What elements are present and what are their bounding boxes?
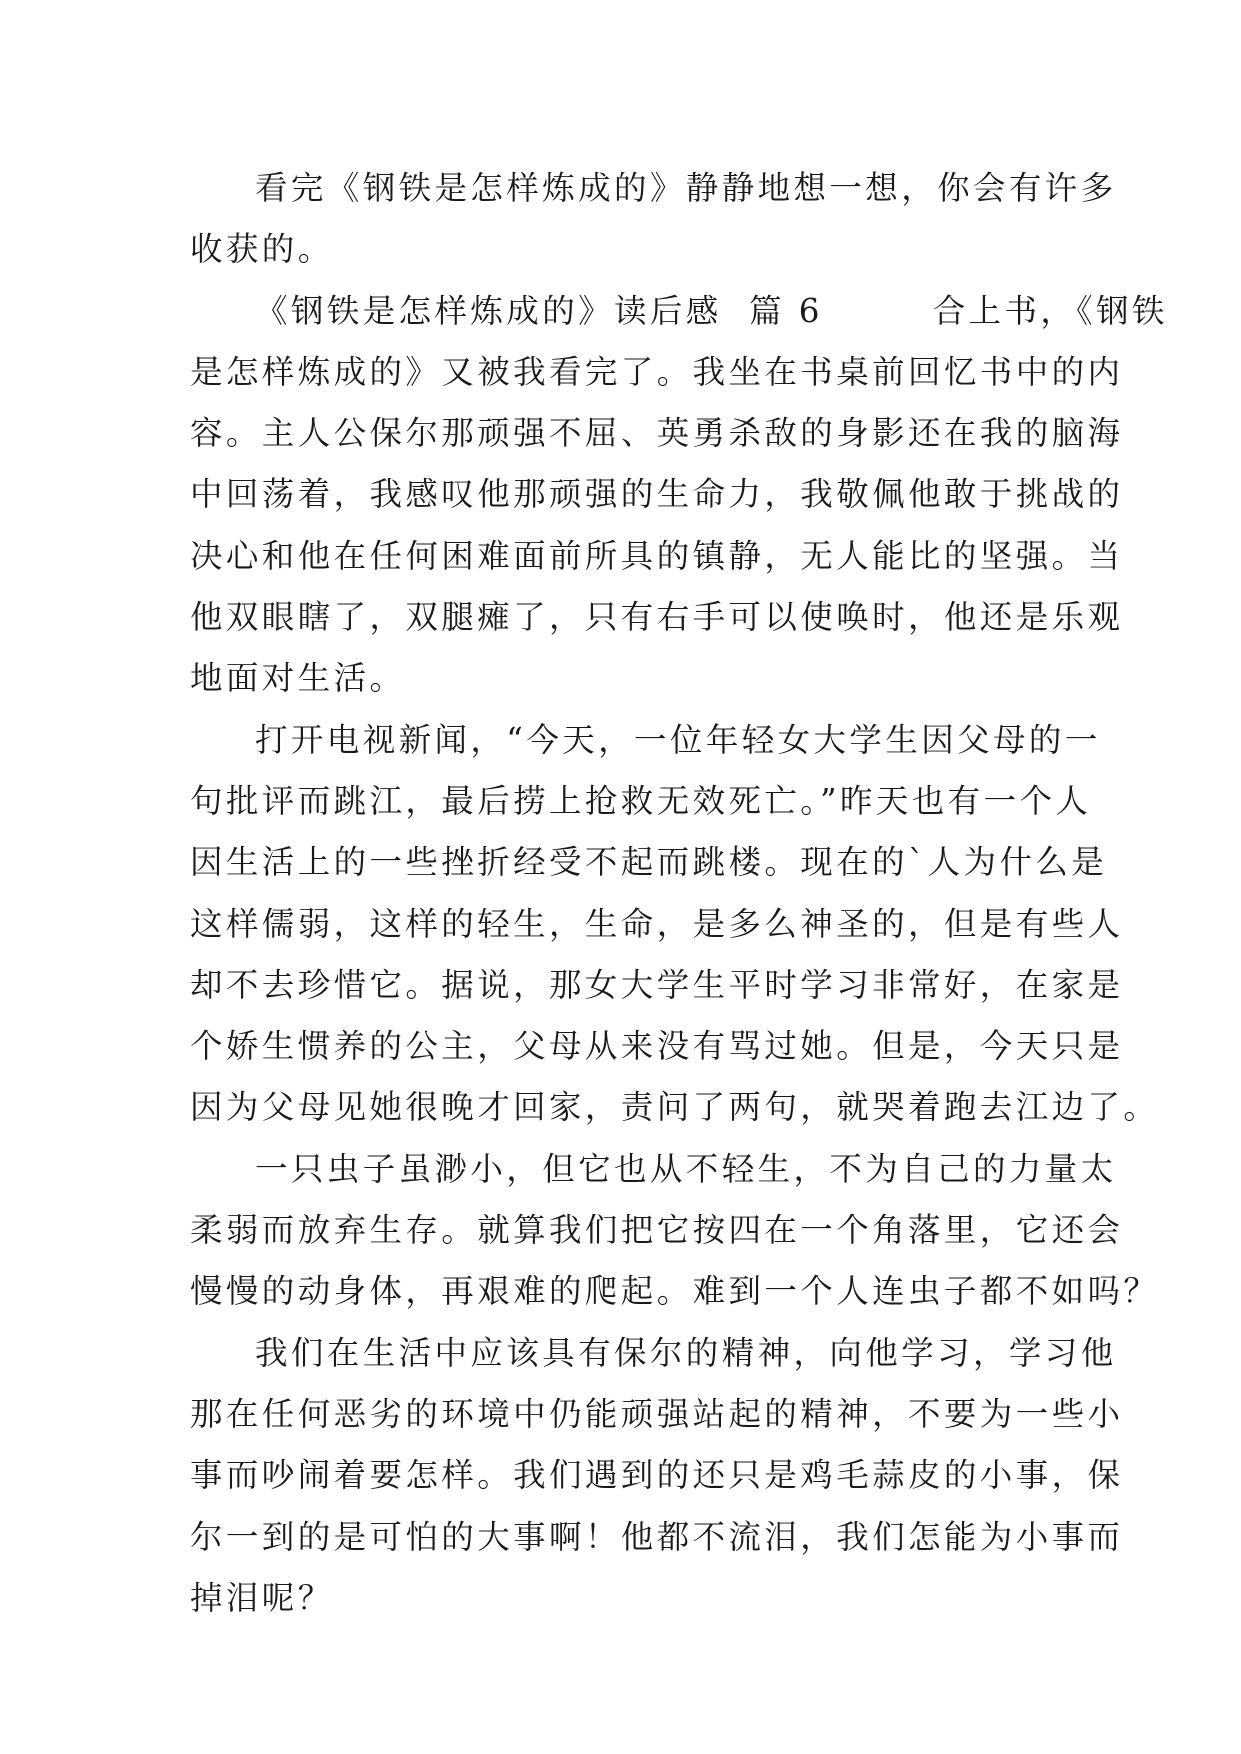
text-line: 收获的。 (190, 230, 334, 269)
text-line: 尔一到的是可怕的大事啊！他都不流泪，我们怎能为小事而 (190, 1517, 1124, 1556)
paragraph-1 (190, 158, 1117, 281)
text-line: 看完《钢铁是怎样炼成的》静静地想一想，你会有许多 (255, 169, 1117, 207)
text-line: 一只虫子虽渺小，但它也从不轻生，不为自己的力量太 (255, 1149, 1117, 1188)
text-line: 柔弱而放弃生存。就算我们把它按四在一个角落里，它还会 (190, 1211, 1124, 1250)
paragraph-3 (190, 710, 1160, 1139)
text-line: 因生活上的一些挫折经受不起而跳楼。现在的`人为什么是 (190, 843, 1108, 882)
text-line: 打开电视新闻，“今天，一位年轻女大学生因父母的一 (255, 720, 1101, 759)
text-line: 他双眼瞎了，双腿瘫了，只有右手可以使唤时，他还是乐观 (190, 598, 1124, 637)
text-line: 是怎样炼成的》又被我看完了。我坐在书桌前回忆书中的内 (190, 352, 1124, 391)
text-line: 事而吵闹着要怎样。我们遇到的还只是鸡毛蒜皮的小事，保 (190, 1456, 1124, 1495)
document-body (190, 158, 1168, 1629)
text-line: 容。主人公保尔那顽强不屈、英勇杀敌的身影还在我的脑海 (190, 414, 1124, 453)
text-line: 这样儒弱，这样的轻生，生命，是多么神圣的，但是有些人 (190, 904, 1124, 943)
text-line: 个娇生惯养的公主，父母从来没有骂过她。但是，今天只是 (190, 1027, 1124, 1066)
text-line: 中回荡着，我感叹他那顽强的生命力，我敬佩他敢于挑战的 (190, 475, 1124, 514)
text-line: 地面对生活。 (190, 659, 406, 698)
text-line: 决心和他在任何困难面前所具的镇静，无人能比的坚强。当 (190, 536, 1124, 575)
text-line: 却不去珍惜它。据说，那女大学生平时学习非常好，在家是 (190, 965, 1124, 1004)
paragraph-5 (190, 1323, 1124, 1629)
text-line: 《钢铁是怎样炼成的》读后感 篇 6 合上书，《钢铁 (255, 291, 1168, 330)
paragraph-2 (190, 281, 1168, 710)
text-line: 句批评而跳江，最后捞上抢救无效死亡。”昨天也有一个人 (190, 781, 1092, 820)
paragraph-4 (190, 1139, 1160, 1323)
text-line: 因为父母见她很晚才回家，责问了两句，就哭着跑去江边了。 (190, 1088, 1160, 1127)
text-line: 那在任何恶劣的环境中仍能顽强站起的精神，不要为一些小 (190, 1394, 1124, 1433)
text-line: 慢慢的动身体，再艰难的爬起。难到一个人连虫子都不如吗？ (190, 1272, 1160, 1311)
text-line: 我们在生活中应该具有保尔的精神，向他学习，学习他 (255, 1333, 1117, 1372)
text-line: 掉泪呢？ (190, 1578, 334, 1617)
